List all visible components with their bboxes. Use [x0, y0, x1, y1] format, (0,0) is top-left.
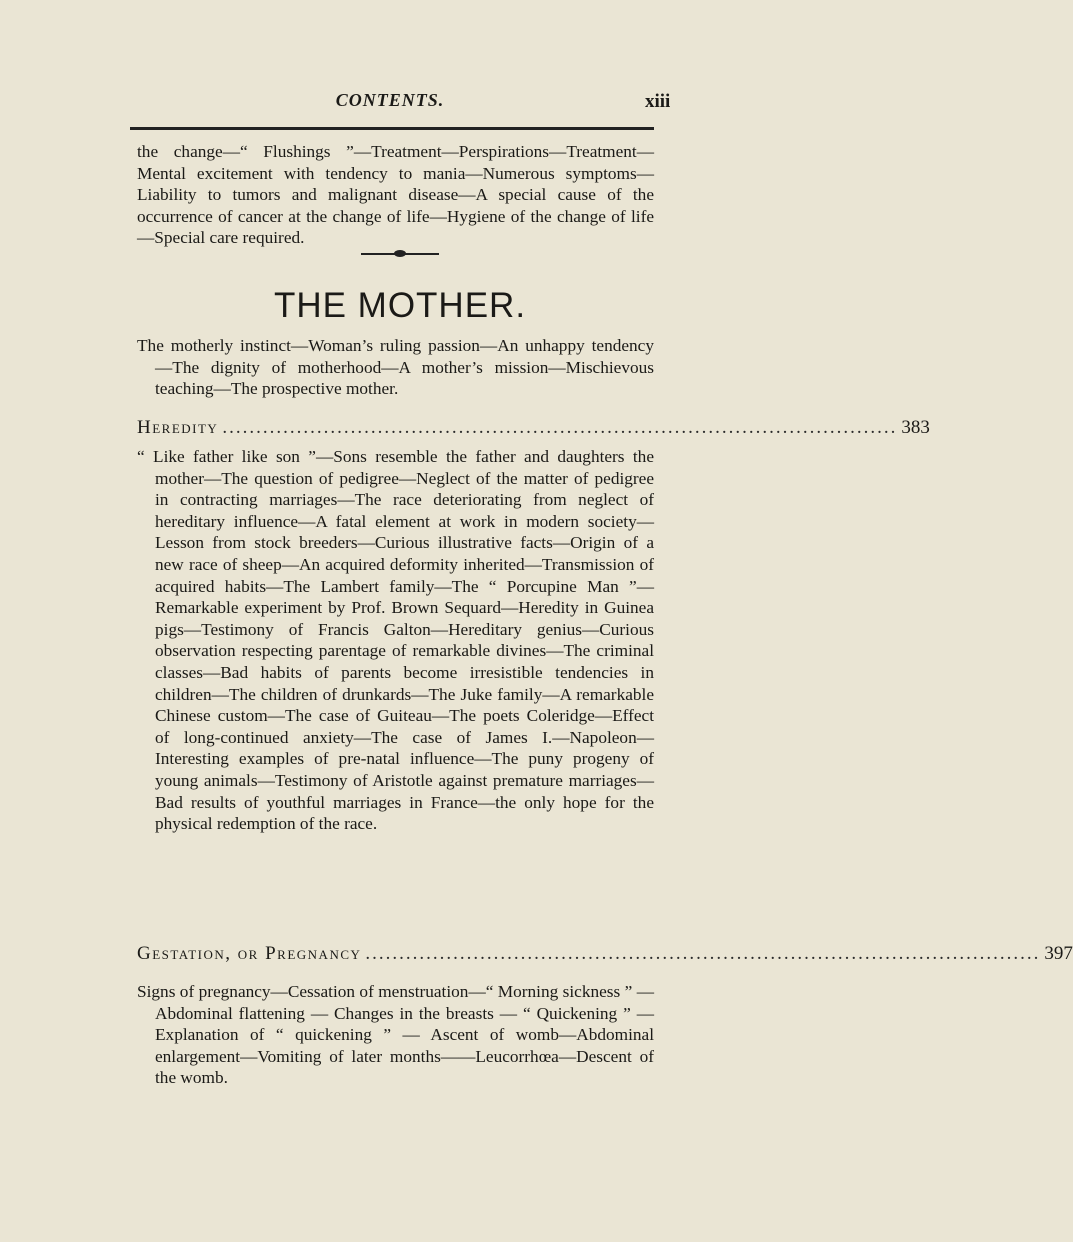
intro-paragraph: the change—“ Flushings ”—Treatment—Perspirations—Treatment—Mental excitement with tendency to mania—Numerous symptoms—Liability to tumors and malignant disease—A special cause of the occurrence of cancer at the change of life—Hygiene of the change of life—Special care required.	[137, 142, 654, 248]
toc-entry-page: 383	[901, 417, 930, 438]
header-rule	[130, 127, 654, 130]
ornamental-divider-dot	[394, 250, 406, 257]
toc-leader-dots: ....................................................................................................	[365, 943, 1041, 964]
toc-entry-label: Gestation, or Pregnancy	[137, 943, 362, 964]
toc-leader-dots: ....................................................................................................	[222, 417, 898, 438]
toc-entry-heredity	[137, 417, 930, 443]
toc-entry-summary: “ Like father like son ”—Sons resemble the father and daughters the mother—The question of pedigree—Neglect of the matter of pedigree in contracting marriages—The race deteriorating from neglect of hereditary influence—A fatal element at work in modern society—Lesson from stock breeders—Curious illustrative facts—Origin of a new race of sheep—An acquired deformity inherited—Transmission of acquired habits—The Lambert family—The “ Porcupine Man ”—Remarkable experiment by Prof. Brown Sequard—Heredity in Guinea pigs—Testimony of Francis Galton—Hereditary genius—Curious observation respecting parentage of remarkable divines—The criminal classes—Bad habits of parents become irresistible tendencies in children—The children of drunkards—The Juke family—A remarkable Chinese custom—The case of Guiteau—The poets Coleridge—Effect of long-continued anxiety—The case of James I.—Napoleon—Interesting examples of pre-natal influence—The puny progeny of young animals—Testimony of Aristotle against premature marriages—Bad results of youthful marriages in France—the only hope for the physical redemption of the race.	[137, 447, 654, 834]
toc-entry-label: Heredity	[137, 417, 219, 438]
section-summary: The motherly instinct—Woman’s ruling passion—An unhappy tendency—The dignity of motherhood—A mother’s mission—Mischievous teaching—The prospective mother.	[137, 336, 654, 399]
section-title: THE MOTHER.	[273, 286, 527, 325]
page-number: xiii	[645, 91, 671, 112]
toc-entry-summary: Signs of pregnancy—Cessation of menstruation—“ Morning sickness ” — Abdominal flattening — Changes in the breasts — “ Quickening ” — Explanation of “ quickening ” — Ascent of womb—Abdominal enlargement—Vomiting of later months——Leucorrhœa—Descent of the womb.	[137, 982, 654, 1088]
toc-entry-page: 397	[1044, 943, 1073, 964]
running-head: CONTENTS.	[335, 90, 445, 110]
toc-entry-gestation	[137, 943, 1073, 969]
